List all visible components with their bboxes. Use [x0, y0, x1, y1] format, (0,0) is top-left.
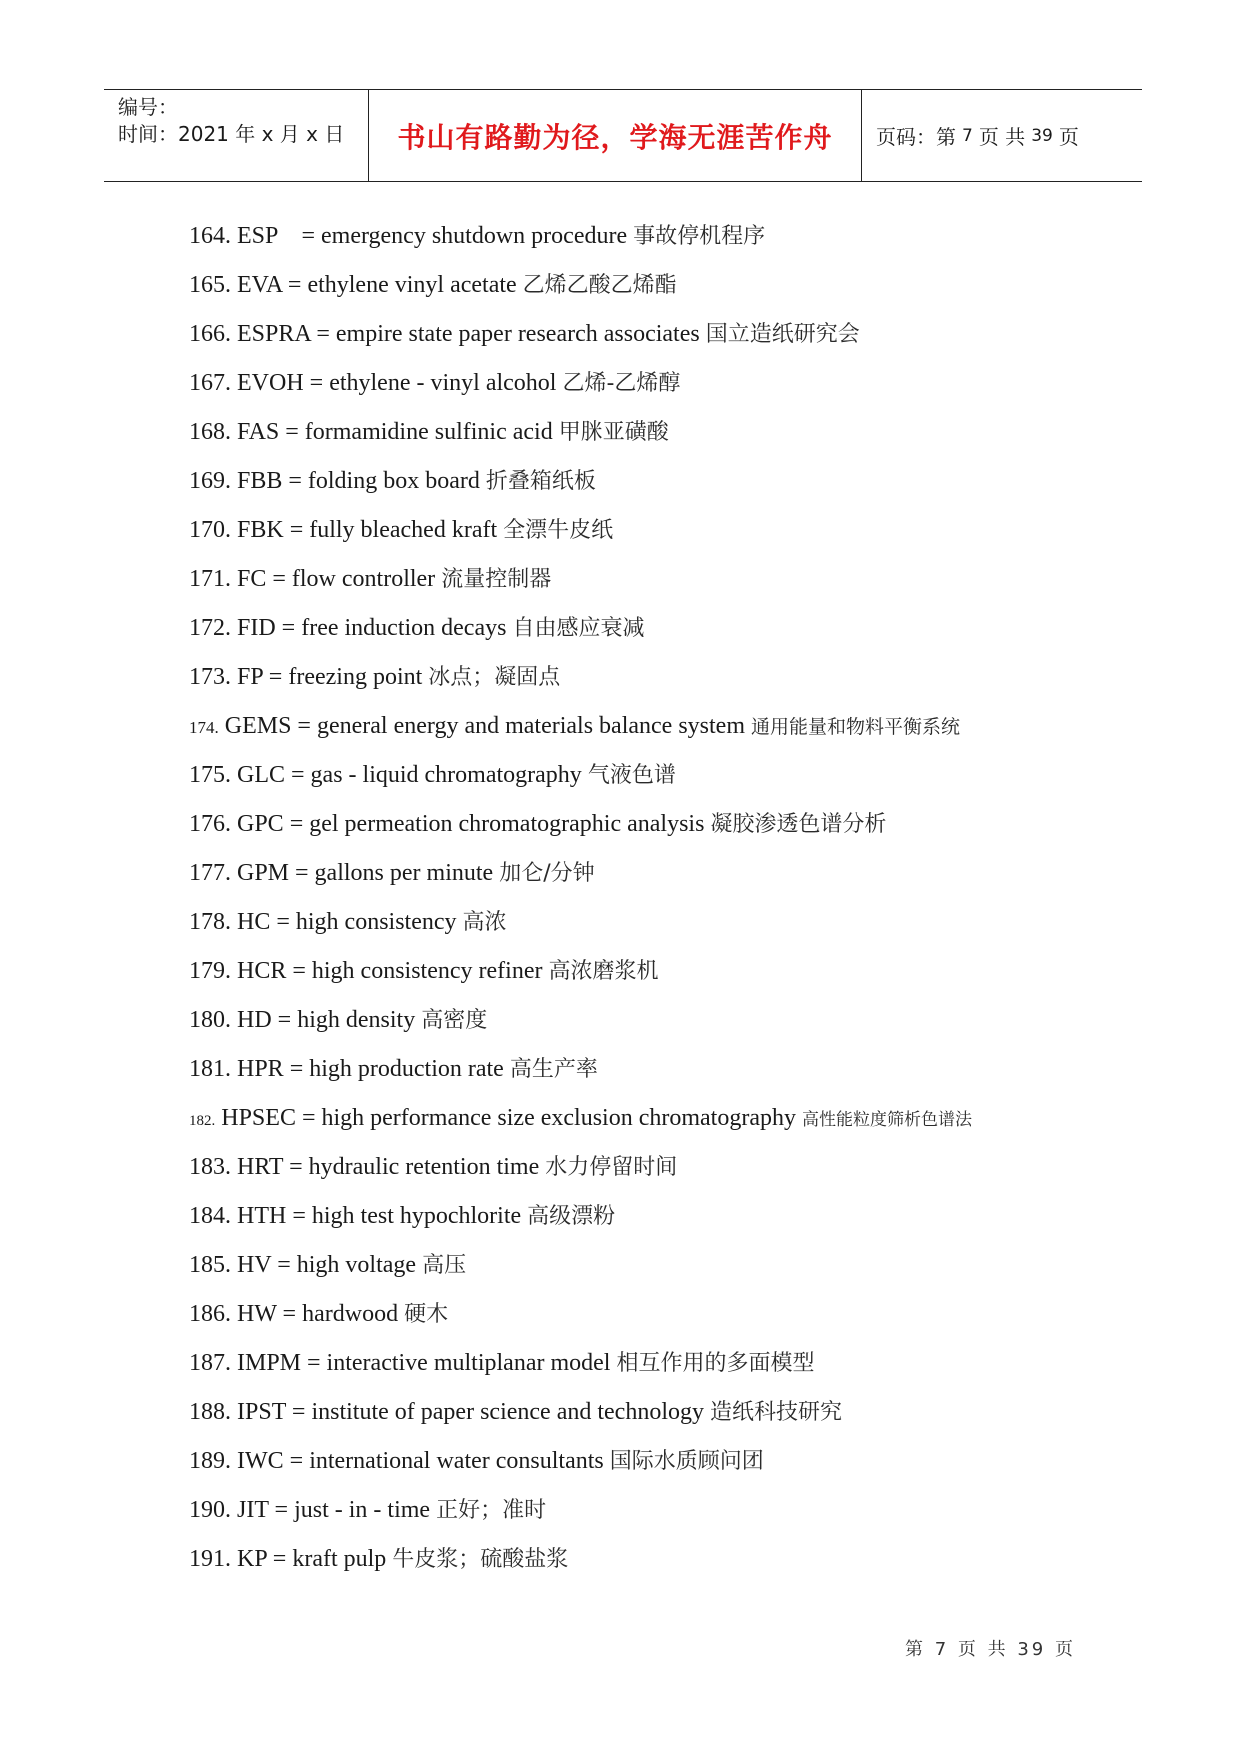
- glossary-entry: [189, 898, 1089, 947]
- entry-chinese: 流量控制器: [441, 567, 552, 592]
- entry-number: 164.: [189, 223, 231, 249]
- entry-term: IPST = institute of paper science and technology: [237, 1399, 704, 1425]
- entry-term: JIT = just - in - time: [237, 1497, 431, 1523]
- entry-term: HD = high density: [237, 1007, 416, 1033]
- glossary-entry: [189, 1290, 1089, 1339]
- entry-term: HC = high consistency: [237, 909, 457, 935]
- page-header: [104, 89, 1142, 182]
- entry-term: ESP = emergency shutdown procedure: [237, 223, 628, 249]
- entry-chinese: 加仑/分钟: [499, 861, 595, 886]
- entry-number: 177.: [189, 860, 231, 886]
- entry-term: HPSEC = high performance size exclusion chromatography: [221, 1105, 796, 1131]
- entry-number: 178.: [189, 909, 231, 935]
- entry-number: 181.: [189, 1056, 231, 1082]
- entry-number: 191.: [189, 1546, 231, 1572]
- entry-term: ESPRA = empire state paper research associates: [237, 321, 700, 347]
- entry-number: 190.: [189, 1497, 231, 1523]
- entry-term: HW = hardwood: [237, 1301, 399, 1327]
- glossary-entry: [189, 212, 1089, 261]
- glossary-entry: [189, 506, 1089, 555]
- entry-chinese: 高密度: [421, 1008, 488, 1033]
- entry-chinese: 乙烯乙酸乙烯酯: [522, 273, 677, 298]
- entry-chinese: 高压: [422, 1253, 467, 1278]
- entry-chinese: 造纸科技研究: [709, 1400, 842, 1425]
- entry-chinese: 高生产率: [509, 1057, 598, 1082]
- entry-number: 174.: [189, 718, 219, 737]
- entry-chinese: 牛皮浆；硫酸盐浆: [392, 1547, 569, 1572]
- entry-chinese: 凝胶渗透色谱分析: [710, 812, 887, 837]
- entry-number: 167.: [189, 370, 231, 396]
- glossary-entry: [189, 702, 1089, 751]
- entry-number: 185.: [189, 1252, 231, 1278]
- entry-term: HV = high voltage: [237, 1252, 417, 1278]
- entry-number: 173.: [189, 664, 231, 690]
- entry-number: 179.: [189, 958, 231, 984]
- entry-chinese: 高级漂粉: [527, 1204, 616, 1229]
- glossary-entry: [189, 947, 1089, 996]
- glossary-entry: [189, 1143, 1089, 1192]
- entry-term: EVA = ethylene vinyl acetate: [237, 272, 517, 298]
- entry-term: KP = kraft pulp: [237, 1546, 387, 1572]
- entry-number: 184.: [189, 1203, 231, 1229]
- entry-chinese: 水力停留时间: [545, 1155, 678, 1180]
- glossary-entry: [189, 261, 1089, 310]
- time-label: 时间：2021 年 x 月 x 日: [118, 122, 345, 146]
- entry-chinese: 国际水质顾问团: [609, 1449, 764, 1474]
- entry-chinese: 高浓: [462, 910, 507, 935]
- entry-term: HRT = hydraulic retention time: [237, 1154, 540, 1180]
- glossary-entry: [189, 457, 1089, 506]
- glossary-entry: [189, 1486, 1089, 1535]
- entry-term: GPC = gel permeation chromatographic analysis: [237, 811, 705, 837]
- glossary-entry: [189, 996, 1089, 1045]
- entry-number: 189.: [189, 1448, 231, 1474]
- entry-chinese: 甲脒亚磺酸: [558, 420, 669, 445]
- glossary-list: [189, 212, 1089, 1584]
- entry-term: HTH = high test hypochlorite: [237, 1203, 522, 1229]
- glossary-entry: [189, 310, 1089, 359]
- entry-term: IWC = international water consultants: [237, 1448, 604, 1474]
- glossary-entry: [189, 800, 1089, 849]
- entry-number: 165.: [189, 272, 231, 298]
- glossary-entry: [189, 604, 1089, 653]
- entry-term: FBB = folding box board: [237, 468, 480, 494]
- header-page-cell: [862, 90, 1142, 181]
- glossary-entry: [189, 1094, 1089, 1143]
- entry-number: 170.: [189, 517, 231, 543]
- entry-number: 187.: [189, 1350, 231, 1376]
- glossary-entry: [189, 1045, 1089, 1094]
- entry-number: 186.: [189, 1301, 231, 1327]
- header-motto-cell: [369, 90, 862, 181]
- entry-number: 169.: [189, 468, 231, 494]
- entry-term: FID = free induction decays: [237, 615, 507, 641]
- entry-chinese: 相互作用的多面模型: [616, 1351, 815, 1376]
- glossary-entry: [189, 1241, 1089, 1290]
- page-suffix: 页: [1058, 125, 1079, 149]
- page-total: 39: [1031, 125, 1053, 146]
- glossary-entry: [189, 653, 1089, 702]
- entry-chinese: 气液色谱: [587, 763, 676, 788]
- entry-chinese: 事故停机程序: [633, 224, 766, 249]
- entry-term: EVOH = ethylene - vinyl alcohol: [237, 370, 557, 396]
- entry-chinese: 冰点；凝固点: [428, 665, 561, 690]
- entry-term: FAS = formamidine sulfinic acid: [237, 419, 553, 445]
- entry-term: GPM = gallons per minute: [237, 860, 494, 886]
- page-current: 7: [962, 125, 973, 146]
- glossary-entry: [189, 408, 1089, 457]
- glossary-entry: [189, 1388, 1089, 1437]
- entry-term: GEMS = general energy and materials balance system: [224, 713, 746, 739]
- header-meta-cell: [104, 90, 369, 181]
- glossary-entry: [189, 555, 1089, 604]
- entry-term: GLC = gas - liquid chromatography: [237, 762, 582, 788]
- entry-chinese: 折叠箱纸板: [485, 469, 596, 494]
- entry-chinese: 全漂牛皮纸: [503, 518, 614, 543]
- glossary-entry: [189, 751, 1089, 800]
- page-mid: 页 共: [978, 125, 1026, 149]
- entry-chinese: 国立造纸研究会: [705, 322, 860, 347]
- entry-number: 183.: [189, 1154, 231, 1180]
- number-label: 编号：: [118, 95, 178, 119]
- entry-number: 188.: [189, 1399, 231, 1425]
- entry-chinese: 乙烯-乙烯醇: [562, 371, 681, 396]
- entry-chinese: 通用能量和物料平衡系统: [751, 716, 961, 738]
- entry-number: 172.: [189, 615, 231, 641]
- entry-number: 166.: [189, 321, 231, 347]
- entry-term: HPR = high production rate: [237, 1056, 504, 1082]
- entry-chinese: 高性能粒度筛析色谱法: [801, 1110, 972, 1130]
- motto-text: 书山有路勤为径，学海无涯苦作舟: [397, 120, 833, 154]
- entry-chinese: 自由感应衰减: [512, 616, 645, 641]
- page-footer: 第 7 页 共 39 页: [905, 1639, 1076, 1660]
- entry-term: FBK = fully bleached kraft: [237, 517, 498, 543]
- glossary-entry: [189, 1192, 1089, 1241]
- page-prefix: 页码：第: [876, 125, 956, 149]
- entry-number: 180.: [189, 1007, 231, 1033]
- entry-term: HCR = high consistency refiner: [237, 958, 543, 984]
- glossary-entry: [189, 359, 1089, 408]
- entry-chinese: 高浓磨浆机: [548, 959, 659, 984]
- glossary-entry: [189, 1535, 1089, 1584]
- entry-chinese: 硬木: [404, 1302, 449, 1327]
- glossary-entry: [189, 849, 1089, 898]
- entry-chinese: 正好；准时: [436, 1498, 547, 1523]
- entry-term: FP = freezing point: [237, 664, 423, 690]
- entry-term: IMPM = interactive multiplanar model: [237, 1350, 611, 1376]
- entry-number: 168.: [189, 419, 231, 445]
- entry-number: 175.: [189, 762, 231, 788]
- entry-term: FC = flow controller: [237, 566, 436, 592]
- entry-number: 171.: [189, 566, 231, 592]
- glossary-entry: [189, 1339, 1089, 1388]
- entry-number: 176.: [189, 811, 231, 837]
- entry-number: 182.: [189, 1113, 216, 1129]
- glossary-entry: [189, 1437, 1089, 1486]
